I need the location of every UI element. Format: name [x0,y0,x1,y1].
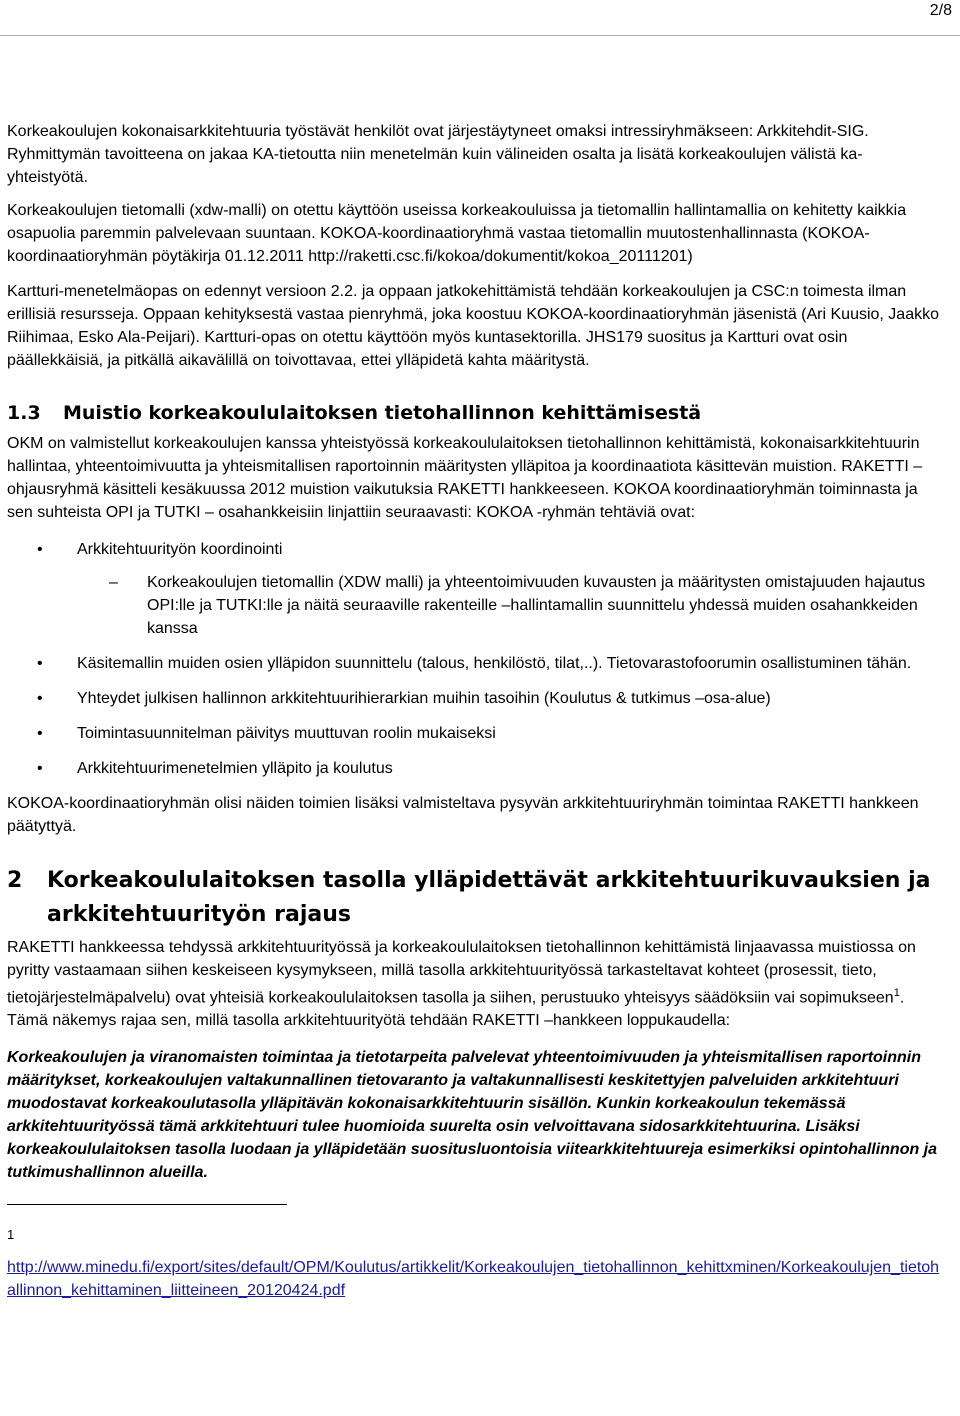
intro-text: RAKETTI hankkeessa tehdyssä arkkitehtuurityössä ja korkeakoululaitoksen tietohallinnon kehittämistä linjaavassa muistiossa on pyritty vastaamaan siihen keskeiseen kysymykseen, millä tasolla arkkitehtuurityössä tarkasteltavat kohteet (prosessit, tieto, tietojärjestelmäpalvelu) ovat yhteisiä korkeakoululaitoksen tasolla ja siihen, perustuuko yhteisyys säädöksiin vai sopimukseen [7,939,916,1007]
list-item-text: Toimintasuunnitelman päivitys muuttuvan roolin mukaiseksi [77,725,496,742]
list-item-text: Arkkitehtuurimenetelmien ylläpito ja koulutus [77,760,393,777]
list-item-text: Yhteydet julkisen hallinnon arkkitehtuurihierarkian muihin tasoihin (Koulutus & tutkimus –osa-alue) [77,690,771,707]
sub-list-item-text: Korkeakoulujen tietomallin (XDW malli) ja yhteentoimivuuden kuvausten ja määritysten omistajuuden hajautus OPI:lle ja TUTKI:lle ja näitä seuraaville rakenteille –hallintamallin suunnittelu yhdessä muiden osahankkeiden kanssa [147,574,926,637]
document-body [7,120,942,1302]
paragraph-muistio-intro: OKM on valmistellut korkeakoulujen kanssa yhteistyössä korkeakoululaitoksen tietohallinnon kehittämistä, kokonaisarkkitehtuurin hallintaa, yhteentoimivuutta ja yhteismitallisen raportoinnin määritysten ylläpitoa ja koordinaatiota käsittevän muistion. RAKETTI –ohjausryhmä käsitteli kesäkuussa 2012 muistion vaikutuksia RAKETTI hankkeeseen. KOKOA koordinaatioryhmän toiminnasta ja sen suhteista OPI ja TUTKI – osahankkeisiin linjattiin seuraavasti: KOKOA -ryhmän tehtäviä ovat: [7,435,923,521]
section-number: 1.3 [7,402,41,424]
sub-list [77,571,942,640]
list-item [7,722,942,745]
list-item [7,652,942,675]
task-list [7,538,942,780]
page-number: 2/8 [929,2,952,19]
list-item [7,757,942,780]
bullet-icon: • [37,760,43,777]
bullet-icon: • [37,655,43,672]
bullet-icon: • [37,541,43,558]
header-divider [0,35,960,36]
footnote-reference[interactable]: 1 [893,987,900,999]
list-item [7,687,942,710]
paragraph-raketti-intro [7,936,942,1032]
section-heading-2 [7,864,942,932]
section-title: Muistio korkeakoululaitoksen tietohallinnon kehittämisestä [63,402,702,424]
paragraph-emphasis: Korkeakoulujen ja viranomaisten toimintaa ja tietotarpeita palvelevat yhteentoimivuuden ja yhteismitallisen raportoinnin määritykset, korkeakoulujen valtakunnallinen tietovaranto ja valtakunnallisesti keskitettyjen palveluiden arkkitehtuuri muodostavat korkeakoulutasolla ylläpitävän kokonaisarkkitehtuurin sisällön. Kunkin korkeakoulun tekemässä arkkitehtuurityössä tämä arkkitehtuuri tulee huomioida suurelta osin velvoittavana sidosarkkitehtuurina. Lisäksi korkeakoululaitoksen tasolla luodaan ja ylläpidetään suositusluontoisia viitearkkitehtuureja esimerkiksi opintohallinnon ja tutkimushallinnon alueilla. [7,1049,938,1182]
list-item-text: Arkkitehtuurityön koordinointi [77,541,283,558]
footnote-link[interactable]: http://www.minedu.fi/export/sites/default/OPM/Koulutus/artikkelit/Korkeakoulujen_tietohallinnon_kehittxminen/Korkeakoulujen_tietohallinnon_kehittaminen_liitteineen_20120424.pdf [7,1259,940,1300]
intro-text-continued: . Tämä näkemys rajaa sen, millä tasolla arkkitehtuurityötä tehdään RAKETTI –hankkeen loppukaudella: [7,989,905,1030]
section-number: 2 [7,868,23,893]
section-heading-1-3 [7,400,942,426]
paragraph-closing: KOKOA-koordinaatioryhmän olisi näiden toimien lisäksi valmisteltava pysyvän arkkitehtuuriryhmän toimintaa RAKETTI hankkeen päätyttyä. [7,795,919,835]
paragraph-kartturi: Kartturi-menetelmäopas on edennyt versioon 2.2. ja oppaan jatkokehittämistä tehdään korkeakoulujen ja CSC:n toimesta ilman erillisiä resursseja. Oppaan kehityksestä vastaa pienryhmä, joka koostuu KOKOA-koordinaatioryhmän jäsenistä (Ari Kuusio, Jaakko Riihimaa, Esko Ala-Peijari). Kartturi-opas on otettu käyttöön myös kuntasektorilla. JHS179 suositus ja Kartturi ovat osin päällekkäisiä, ja pitkällä aikavälillä on toivottavaa, ettei ylläpidetä kahta määritystä. [7,283,939,369]
footnote-number: 1 [7,1227,15,1243]
list-item [7,538,942,640]
bullet-icon: • [37,725,43,742]
list-item-text: Käsitemallin muiden osien ylläpidon suunnittelu (talous, henkilöstö, tilat,..). Tietovarastofoorumin osallistuminen tähän. [77,655,912,672]
paragraph-arkkitehdit-sig: Korkeakoulujen kokonaisarkkitehtuuria työstävät henkilöt ovat järjestäytyneet omaksi intressiryhmäkseen: Arkkitehdit-SIG. Ryhmittymän tavoitteena on jakaa KA-tietoutta niin menetelmän kuin välineiden osalta ja lisätä korkeakoulujen välistä ka-yhteistyötä. [7,123,869,186]
dash-icon: – [109,574,118,591]
section-title: Korkeakoululaitoksen tasolla ylläpidettävät arkkitehtuurikuvauksien ja arkkitehtuurityön rajaus [47,868,931,927]
footnote-divider [7,1204,287,1205]
paragraph-tietomalli: Korkeakoulujen tietomalli (xdw-malli) on otettu käyttöön useissa korkeakouluissa ja tietomallin hallintamallia on kehitetty kaikkia osapuolia paremmin palvelevaan suuntaan. KOKOA-koordinaatioryhmä vastaa tietomallin muutostenhallinnasta (KOKOA-koordinaatioryhmän pöytäkirja 01.12.2011 http://raketti.csc.fi/kokoa/dokumentit/kokoa_20111201) [7,202,907,265]
bullet-icon: • [37,690,43,707]
sub-list-item [7,571,942,640]
